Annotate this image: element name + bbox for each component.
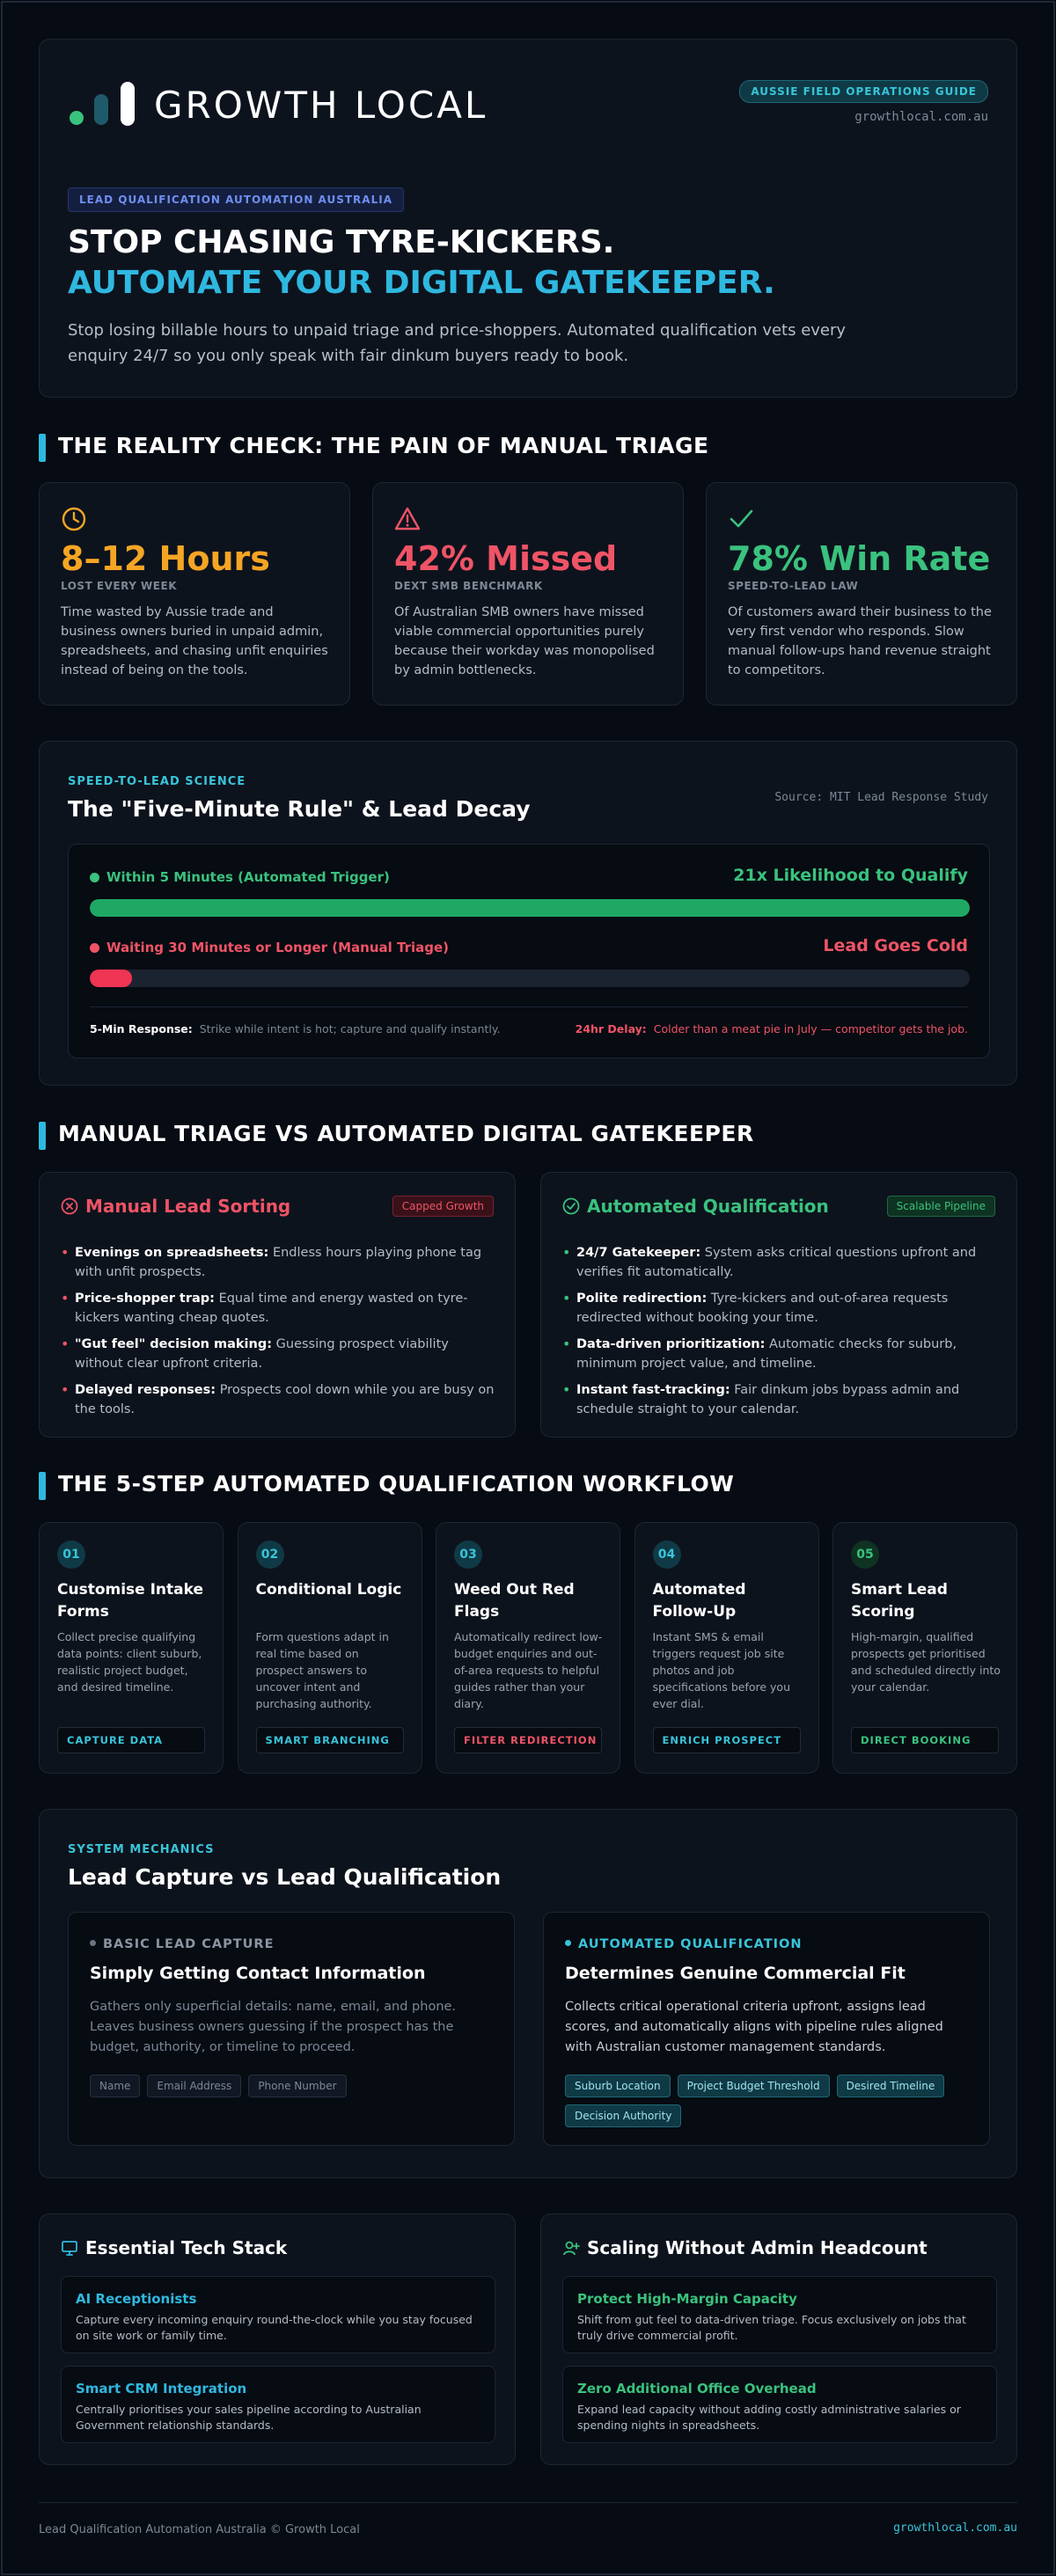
- user-plus-icon: [562, 2239, 580, 2257]
- stat-description: Of Australian SMB owners have missed viable commercial opportunities purely because their workday was monopolised by admin bottlenecks.: [394, 605, 655, 677]
- monitor-icon: [61, 2239, 78, 2257]
- list-item: • 24/7 Gatekeeper: System asks critical questions upfront and verifies fit automatically.: [562, 1243, 997, 1282]
- footer-divider: [39, 2502, 1017, 2503]
- step-number: 01: [57, 1540, 85, 1569]
- auto-qualification-title: Determines Genuine Commercial Fit: [565, 1964, 906, 1983]
- system-mechanics-panel: [39, 1809, 1017, 2178]
- clock-icon: [61, 506, 87, 532]
- step-title: Conditional Logic: [255, 1581, 402, 1599]
- decay-row-fast-result: 21x Likelihood to Qualify: [733, 866, 968, 885]
- comparison-section-title: MANUAL TRIAGE VS AUTOMATED DIGITAL GATEKEEPER: [39, 1121, 754, 1146]
- decay-bar-fast: [90, 899, 970, 917]
- decay-row-slow-result: Lead Goes Cold: [823, 936, 968, 955]
- step-tag: CAPTURE DATA: [57, 1727, 205, 1753]
- manual-heading: Manual Lead Sorting: [61, 1196, 290, 1217]
- tech-item-desc: Centrally prioritises your sales pipeline according to Australian Government relationship standards.: [76, 2403, 422, 2432]
- list-item: • "Gut feel" decision making: Guessing prospect viability without clear upfront criteria.: [61, 1335, 495, 1373]
- list-item: • Price-shopper trap: Equal time and energy wasted on tyre-kickers wanting cheap quotes.: [61, 1289, 495, 1328]
- basic-capture-card: [68, 1912, 515, 2146]
- step-number: 04: [653, 1540, 681, 1569]
- step-title: Weed Out Red Flags: [454, 1581, 575, 1621]
- scaling-item-title: Protect High-Margin Capacity: [577, 2291, 797, 2307]
- list-item: • Evenings on spreadsheets: Endless hours playing phone tag with unfit prospects.: [61, 1243, 495, 1282]
- decay-row-fast-label: Within 5 Minutes (Automated Trigger): [90, 869, 390, 885]
- step-tag: ENRICH PROSPECT: [653, 1727, 801, 1753]
- decay-eyebrow: SPEED-TO-LEAD SCIENCE: [68, 775, 246, 788]
- basic-capture-title: Simply Getting Contact Information: [90, 1964, 426, 1983]
- stat-card-win-rate: [706, 482, 1017, 706]
- scaling-item-zero-overhead: [562, 2366, 997, 2443]
- tech-item-title: Smart CRM Integration: [76, 2381, 247, 2397]
- hero-intro: Stop losing billable hours to unpaid triage and price-shoppers. Automated qualification vets every enquiry 24/7 so you only speak with fair dinkum buyers ready to book.: [68, 321, 847, 365]
- basic-capture-label: BASIC LEAD CAPTURE: [90, 1937, 274, 1951]
- automated-heading: Automated Qualification: [562, 1196, 829, 1217]
- criteria-chip: Suburb Location: [565, 2075, 671, 2097]
- scaling-item-desc: Expand lead capacity without adding costly administrative salaries or spending nights in spreadsheets.: [577, 2403, 961, 2432]
- footer-link[interactable]: growthlocal.com.au: [893, 2521, 1017, 2535]
- step-number: 05: [851, 1540, 879, 1569]
- manual-sorting-card: [39, 1172, 516, 1438]
- step-tag: SMART BRANCHING: [256, 1727, 404, 1753]
- scaling-card: [540, 2214, 1017, 2465]
- growth-local-logo-icon: [68, 82, 147, 126]
- step-number: 03: [454, 1540, 482, 1569]
- stat-label: LOST EVERY WEEK: [61, 580, 177, 592]
- stat-value: 42% Missed: [394, 539, 618, 578]
- criteria-chip: Name: [90, 2075, 140, 2097]
- workflow-step-card: [436, 1522, 620, 1774]
- mechanics-eyebrow: SYSTEM MECHANICS: [68, 1843, 215, 1856]
- scaling-item-protect-margin: [562, 2276, 997, 2353]
- criteria-chip: Phone Number: [248, 2075, 346, 2097]
- step-description: Form questions adapt in real time based on prospect answers to uncover intent and purchasing authority.: [255, 1630, 389, 1710]
- criteria-chip: Desired Timeline: [837, 2075, 945, 2097]
- decay-source: Source: MIT Lead Response Study: [774, 791, 988, 804]
- list-item: • Instant fast-tracking: Fair dinkum jobs bypass admin and schedule straight to your calendar.: [562, 1380, 997, 1419]
- stat-label: DEXT SMB BENCHMARK: [394, 580, 543, 592]
- hero-headline-2: AUTOMATE YOUR DIGITAL GATEKEEPER.: [68, 265, 775, 301]
- step-description: Collect precise qualifying data points: client suburb, realistic project budget, and desired timeline.: [57, 1630, 202, 1694]
- scaling-item-desc: Shift from gut feel to data-driven triage. Focus exclusively on jobs that truly drive commercial profit.: [577, 2313, 966, 2342]
- tech-item-smart-crm: [61, 2366, 495, 2443]
- step-title: Automated Follow-Up: [652, 1581, 746, 1621]
- auto-qualification-card: [543, 1912, 990, 2146]
- scalable-pipeline-badge: Scalable Pipeline: [887, 1196, 995, 1217]
- stat-card-missed: [372, 482, 684, 706]
- x-circle-icon: [61, 1197, 78, 1215]
- tech-item-desc: Capture every incoming enquiry round-the-clock while you stay focused on site work or family time.: [76, 2313, 473, 2342]
- workflow-step-card: [634, 1522, 819, 1774]
- workflow-step-card: [39, 1522, 224, 1774]
- workflow-section-title: THE 5-STEP AUTOMATED QUALIFICATION WORKFLOW: [39, 1471, 734, 1497]
- decay-chart: [68, 844, 990, 1058]
- tech-stack-heading: Essential Tech Stack: [61, 2237, 287, 2258]
- capped-growth-badge: Capped Growth: [392, 1196, 494, 1217]
- lead-decay-panel: [39, 741, 1017, 1086]
- scaling-item-title: Zero Additional Office Overhead: [577, 2381, 817, 2397]
- step-tag: FILTER REDIRECTION: [454, 1727, 602, 1753]
- guide-badge: AUSSIE FIELD OPERATIONS GUIDE: [739, 80, 988, 103]
- red-dot-icon: [90, 943, 99, 953]
- tech-item-title: AI Receptionists: [76, 2291, 197, 2307]
- stat-card-hours: [39, 482, 350, 706]
- criteria-chip: Project Budget Threshold: [678, 2075, 830, 2097]
- list-item: • Data-driven prioritization: Automatic checks for suburb, minimum project value, and timeline.: [562, 1335, 997, 1373]
- automated-list: [562, 1243, 997, 1426]
- decay-divider: [90, 1006, 968, 1007]
- hero-panel: [39, 39, 1017, 398]
- decay-track-fast: [90, 899, 970, 917]
- list-item: • Polite redirection: Tyre-kickers and out-of-area requests redirected without booking your time.: [562, 1289, 997, 1328]
- guide-url[interactable]: growthlocal.com.au: [854, 110, 988, 124]
- stat-description: Time wasted by Aussie trade and business owners buried in unpaid admin, spreadsheets, and chasing unfit enquiries instead of being on the tools.: [61, 605, 328, 677]
- workflow-step-card: [832, 1522, 1017, 1774]
- brand-name: GROWTH LOCAL: [154, 84, 488, 127]
- step-description: High-margin, qualified prospects get prioritised and scheduled directly into your calendar.: [851, 1630, 1001, 1694]
- stat-label: SPEED-TO-LEAD LAW: [728, 580, 859, 592]
- hero-headline-1: STOP CHASING TYRE-KICKERS.: [68, 224, 615, 260]
- cyan-dot-icon: [565, 1940, 571, 1946]
- list-item: • Delayed responses: Prospects cool down while you are busy on the tools.: [61, 1380, 495, 1419]
- automated-qualification-card: [540, 1172, 1017, 1438]
- manual-list: [61, 1243, 495, 1426]
- tech-item-ai-receptionists: [61, 2276, 495, 2353]
- decay-row-slow-label: Waiting 30 Minutes or Longer (Manual Triage): [90, 940, 449, 955]
- step-title: Customise Intake Forms: [57, 1581, 204, 1621]
- step-title: Smart Lead Scoring: [851, 1581, 948, 1621]
- criteria-chip: Email Address: [147, 2075, 241, 2097]
- green-dot-icon: [90, 873, 99, 882]
- decay-bar-slow: [90, 970, 132, 987]
- workflow-step-card: [238, 1522, 422, 1774]
- step-description: Automatically redirect low-budget enquiries and out-of-area requests to helpful guides rather than your diary.: [454, 1630, 603, 1710]
- hero-tag: LEAD QUALIFICATION AUTOMATION AUSTRALIA: [68, 187, 404, 212]
- decay-title: The "Five-Minute Rule" & Lead Decay: [68, 796, 531, 822]
- stat-value: 8–12 Hours: [61, 539, 270, 578]
- auto-qualification-label: AUTOMATED QUALIFICATION: [565, 1937, 802, 1951]
- check-circle-icon: [562, 1197, 580, 1215]
- auto-qualification-desc: Collects critical operational criteria upfront, assigns lead scores, and automatically aligns with pipeline rules aligned with Australian customer management standards.: [565, 2000, 943, 2054]
- decay-track-slow: [90, 970, 970, 987]
- auto-chips: [565, 2075, 972, 2127]
- decay-note-right: 24hr Delay: Colder than a meat pie in July — competitor gets the job.: [575, 1022, 968, 1036]
- decay-note-left: 5-Min Response: Strike while intent is hot; capture and qualify instantly.: [90, 1022, 501, 1036]
- step-tag: DIRECT BOOKING: [851, 1727, 999, 1753]
- stat-value: 78% Win Rate: [728, 539, 991, 578]
- stat-description: Of customers award their business to the very first vendor who responds. Slow manual follow-ups hand revenue straight to competitors.: [728, 605, 992, 677]
- basic-capture-desc: Gathers only superficial details: name, email, and phone. Leaves business owners guessing if the prospect has the budget, authority, or timeline to proceed.: [90, 2000, 457, 2054]
- warning-icon: [394, 506, 421, 532]
- tech-stack-card: [39, 2214, 516, 2465]
- step-number: 02: [256, 1540, 284, 1569]
- scaling-heading: Scaling Without Admin Headcount: [562, 2237, 928, 2258]
- footer-copyright: Lead Qualification Automation Australia © Growth Local: [39, 2523, 360, 2536]
- check-icon: [728, 506, 754, 532]
- criteria-chip: Decision Authority: [565, 2104, 681, 2127]
- step-description: Instant SMS & email triggers request job site photos and job specifications before you ever dial.: [652, 1630, 790, 1710]
- mechanics-title: Lead Capture vs Lead Qualification: [68, 1864, 502, 1890]
- reality-section-title: THE REALITY CHECK: THE PAIN OF MANUAL TRIAGE: [39, 433, 709, 458]
- basic-chips: [90, 2075, 496, 2097]
- grey-dot-icon: [90, 1940, 96, 1946]
